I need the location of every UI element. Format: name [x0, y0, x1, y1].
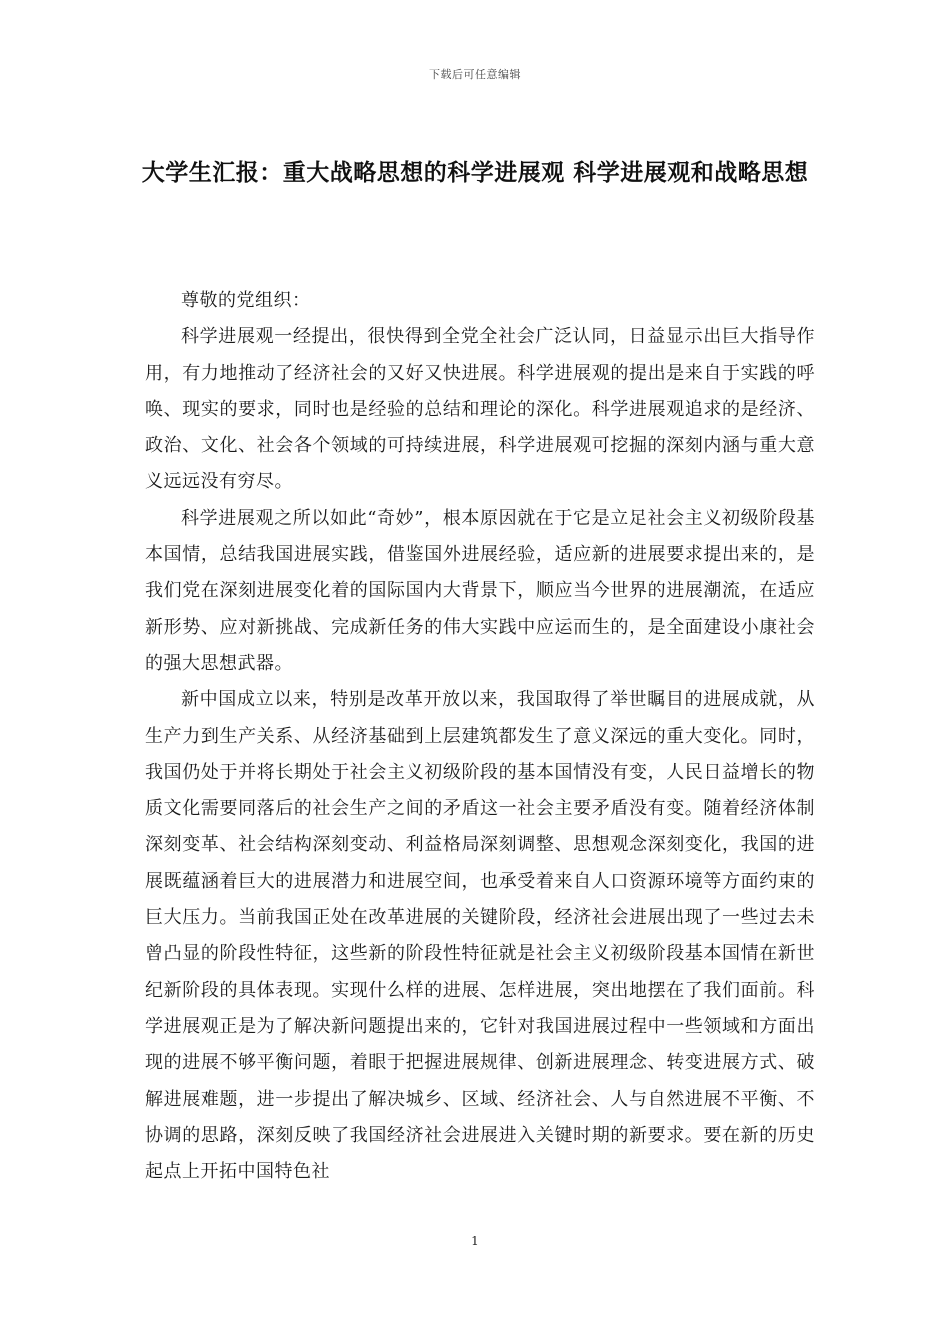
- paragraph-3: 新中国成立以来，特别是改革开放以来，我国取得了举世瞩目的进展成就，从生产力到生产关系、从经济基础到上层建筑都发生了意义深远的重大变化。同时，我国仍处于并将长期处于社会主义初级阶段的基本国情没有变，人民日益增长的物质文化需要同落后的社会生产之间的矛盾这一社会主要矛盾没有变。随着经济体制深刻变革、社会结构深刻变动、利益格局深刻调整、思想观念深刻变化，我国的进展既蕴涵着巨大的进展潜力和进展空间，也承受着来自人口资源环境等方面约束的巨大压力。当前我国正处在改革进展的关键阶段，经济社会进展出现了一些过去未曾凸显的阶段性特征，这些新的阶段性特征就是社会主义初级阶段基本国情在新世纪新阶段的具体表现。实现什么样的进展、怎样进展，突出地摆在了我们面前。科学进展观正是为了解决新问题提出来的，它针对我国进展过程中一些领域和方面出现的进展不够平衡问题，着眼于把握进展规律、创新进展理念、转变进展方式、破解进展难题，进一步提出了解决城乡、区域、经济社会、人与自然进展不平衡、不协调的思路，深刻反映了我国经济社会进展进入关键时期的新要求。要在新的历史起点上开拓中国特色社: [145, 689, 815, 1183]
- document-body: [145, 283, 815, 1190]
- page-number: 1: [471, 1234, 479, 1248]
- page-header: 下载后可任意编辑: [429, 68, 521, 81]
- document-title: 大学生汇报：重大战略思想的科学进展观 科学进展观和战略思想: [141, 159, 809, 186]
- paragraph-1: 科学进展观一经提出，很快得到全党全社会广泛认同，日益显示出巨大指导作用，有力地推动了经济社会的又好又快进展。科学进展观的提出是来自于实践的呼唤、现实的要求，同时也是经验的总结和理论的深化。科学进展观追求的是经济、政治、文化、社会各个领域的可持续进展，科学进展观可挖掘的深刻内涵与重大意义远远没有穷尽。: [145, 326, 815, 493]
- salutation: 尊敬的党组织：: [181, 290, 311, 311]
- paragraph-2: 科学进展观之所以如此“奇妙”，根本原因就在于它是立足社会主义初级阶段基本国情，总结我国进展实践，借鉴国外进展经验，适应新的进展要求提出来的，是我们党在深刻进展变化着的国际国内大背景下，顺应当今世界的进展潮流，在适应新形势、应对新挑战、完成新任务的伟大实践中应运而生的，是全面建设小康社会的强大思想武器。: [145, 507, 815, 674]
